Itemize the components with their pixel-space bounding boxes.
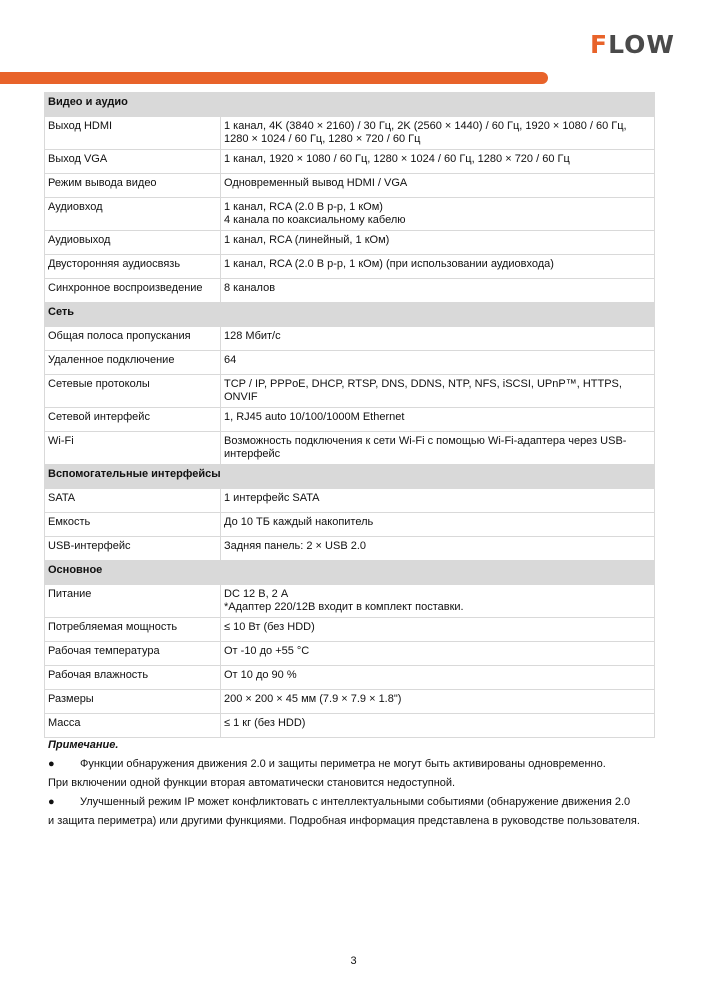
spec-value <box>221 327 655 351</box>
spec-value-line: 4 канала по коаксиальному кабелю <box>224 214 406 226</box>
spec-row <box>45 714 655 738</box>
spec-label: Режим вывода видео <box>45 174 221 198</box>
spec-label: Wi-Fi <box>45 432 221 465</box>
spec-row <box>45 150 655 174</box>
spec-value <box>221 174 655 198</box>
spec-value <box>221 537 655 561</box>
spec-value-line: 200 × 200 × 45 мм (7.9 × 7.9 × 1.8") <box>224 693 402 705</box>
spec-value <box>221 690 655 714</box>
spec-value-line: Одновременный вывод HDMI / VGA <box>224 177 408 189</box>
spec-value-line: От -10 до +55 °C <box>224 645 310 657</box>
spec-value-line: ONVIF <box>224 391 258 403</box>
spec-value-line: Задняя панель: 2 × USB 2.0 <box>224 540 367 552</box>
spec-label: Масса <box>45 714 221 738</box>
spec-value-line: 128 Мбит/с <box>224 330 281 342</box>
spec-label: Выход HDMI <box>45 117 221 150</box>
spec-value <box>221 432 655 465</box>
spec-label: Аудиовход <box>45 198 221 231</box>
spec-row <box>45 513 655 537</box>
section-header-row <box>45 561 655 585</box>
spec-row <box>45 279 655 303</box>
spec-value <box>221 150 655 174</box>
spec-value <box>221 489 655 513</box>
spec-value-line: ≤ 10 Вт (без HDD) <box>224 621 315 633</box>
spec-row <box>45 408 655 432</box>
spec-value <box>221 279 655 303</box>
spec-value <box>221 408 655 432</box>
spec-label: Емкость <box>45 513 221 537</box>
spec-value <box>221 714 655 738</box>
spec-row <box>45 585 655 618</box>
spec-row <box>45 690 655 714</box>
spec-label: SATA <box>45 489 221 513</box>
note-item <box>48 793 658 812</box>
spec-label: Потребляемая мощность <box>45 618 221 642</box>
logo-accent-letter: F <box>590 30 609 59</box>
spec-row <box>45 375 655 408</box>
bullet-icon: ● <box>48 796 55 808</box>
section-title: Видео и аудио <box>45 93 655 117</box>
brand-logo <box>590 30 675 59</box>
spec-row <box>45 666 655 690</box>
spec-row <box>45 642 655 666</box>
spec-row <box>45 351 655 375</box>
notes-title: Примечание. <box>48 739 119 751</box>
section-header-row <box>45 93 655 117</box>
spec-value-line: До 10 ТБ каждый накопитель <box>224 516 374 528</box>
spec-value-line: 1, RJ45 auto 10/100/1000M Ethernet <box>224 411 405 423</box>
spec-value <box>221 666 655 690</box>
spec-label: Сетевые протоколы <box>45 375 221 408</box>
spec-row <box>45 327 655 351</box>
spec-value-line: 8 каналов <box>224 282 276 294</box>
bullet-icon: ● <box>48 758 55 770</box>
spec-value <box>221 642 655 666</box>
spec-value-line: 1 канал, 4K (3840 × 2160) / 30 Гц, 2K (2560 × 1440) / 60 Гц, 1920 × 1080 / 60 Гц, <box>224 120 627 132</box>
spec-label: Выход VGA <box>45 150 221 174</box>
spec-row <box>45 537 655 561</box>
spec-value-line: TCP / IP, PPPoE, DHCP, RTSP, DNS, DDNS, NTP, NFS, iSCSI, UPnP™, HTTPS, <box>224 378 622 390</box>
header-accent-bar <box>0 72 548 84</box>
spec-value <box>221 255 655 279</box>
logo-rest: LOW <box>608 30 675 59</box>
spec-label: Рабочая температура <box>45 642 221 666</box>
spec-value <box>221 117 655 150</box>
spec-label: Общая полоса пропускания <box>45 327 221 351</box>
spec-row <box>45 489 655 513</box>
spec-value-line: ≤ 1 кг (без HDD) <box>224 717 306 729</box>
spec-label: Рабочая влажность <box>45 666 221 690</box>
page-number: 3 <box>350 955 357 967</box>
spec-value-line: От 10 до 90 % <box>224 669 297 681</box>
spec-value <box>221 198 655 231</box>
spec-value-line: 1 канал, RCA (2.0 В p-p, 1 кОм) (при использовании аудиовхода) <box>224 258 554 270</box>
spec-value <box>221 513 655 537</box>
spec-row <box>45 255 655 279</box>
notes <box>48 736 658 831</box>
spec-label: Аудиовыход <box>45 231 221 255</box>
spec-label: Удаленное подключение <box>45 351 221 375</box>
spec-row <box>45 432 655 465</box>
spec-value <box>221 618 655 642</box>
spec-label: Размеры <box>45 690 221 714</box>
spec-value <box>221 231 655 255</box>
section-title: Основное <box>45 561 655 585</box>
spec-row <box>45 618 655 642</box>
note-item <box>48 755 658 774</box>
spec-row <box>45 198 655 231</box>
spec-table <box>44 92 655 738</box>
note-text: Функции обнаружения движения 2.0 и защиты периметра не могут быть активированы одновременно. <box>80 758 606 770</box>
spec-value <box>221 585 655 618</box>
spec-label: Сетевой интерфейс <box>45 408 221 432</box>
spec-value-line: интерфейс <box>224 448 281 460</box>
spec-value-line: 64 <box>224 354 237 366</box>
spec-row <box>45 117 655 150</box>
note-text: Улучшенный режим IP может конфликтовать с интеллектуальными событиями (обнаружение движения 2.0 <box>80 796 631 808</box>
section-title: Сеть <box>45 303 655 327</box>
spec-value-line: 1 канал, 1920 × 1080 / 60 Гц, 1280 × 1024 / 60 Гц, 1280 × 720 / 60 Гц <box>224 153 570 165</box>
note-continuation: и защита периметра) или другими функциями. Подробная информация представлена в руководстве пользователя. <box>48 815 640 827</box>
spec-value-line: 1 интерфейс SATA <box>224 492 320 504</box>
spec-label: Двусторонняя аудиосвязь <box>45 255 221 279</box>
spec-value-line: 1 канал, RCA (2.0 В p-p, 1 кОм) <box>224 201 383 213</box>
section-header-row <box>45 303 655 327</box>
spec-value-line: Возможность подключения к сети Wi-Fi с помощью Wi-Fi-адаптера через USB- <box>224 435 627 447</box>
spec-value-line: 1280 × 1024 / 60 Гц, 1280 × 720 / 60 Гц <box>224 133 421 145</box>
spec-row <box>45 231 655 255</box>
spec-value-line: 1 канал, RCA (линейный, 1 кОм) <box>224 234 390 246</box>
section-title: Вспомогательные интерфейсы <box>45 465 655 489</box>
spec-label: Питание <box>45 585 221 618</box>
note-continuation: При включении одной функции вторая автоматически становится недоступной. <box>48 777 456 789</box>
section-header-row <box>45 465 655 489</box>
spec-label: USB-интерфейс <box>45 537 221 561</box>
spec-value-line: DC 12 В, 2 А <box>224 588 289 600</box>
spec-label: Синхронное воспроизведение <box>45 279 221 303</box>
spec-value <box>221 351 655 375</box>
spec-value <box>221 375 655 408</box>
spec-row <box>45 174 655 198</box>
spec-value-line: *Адаптер 220/12В входит в комплект поставки. <box>224 601 464 613</box>
